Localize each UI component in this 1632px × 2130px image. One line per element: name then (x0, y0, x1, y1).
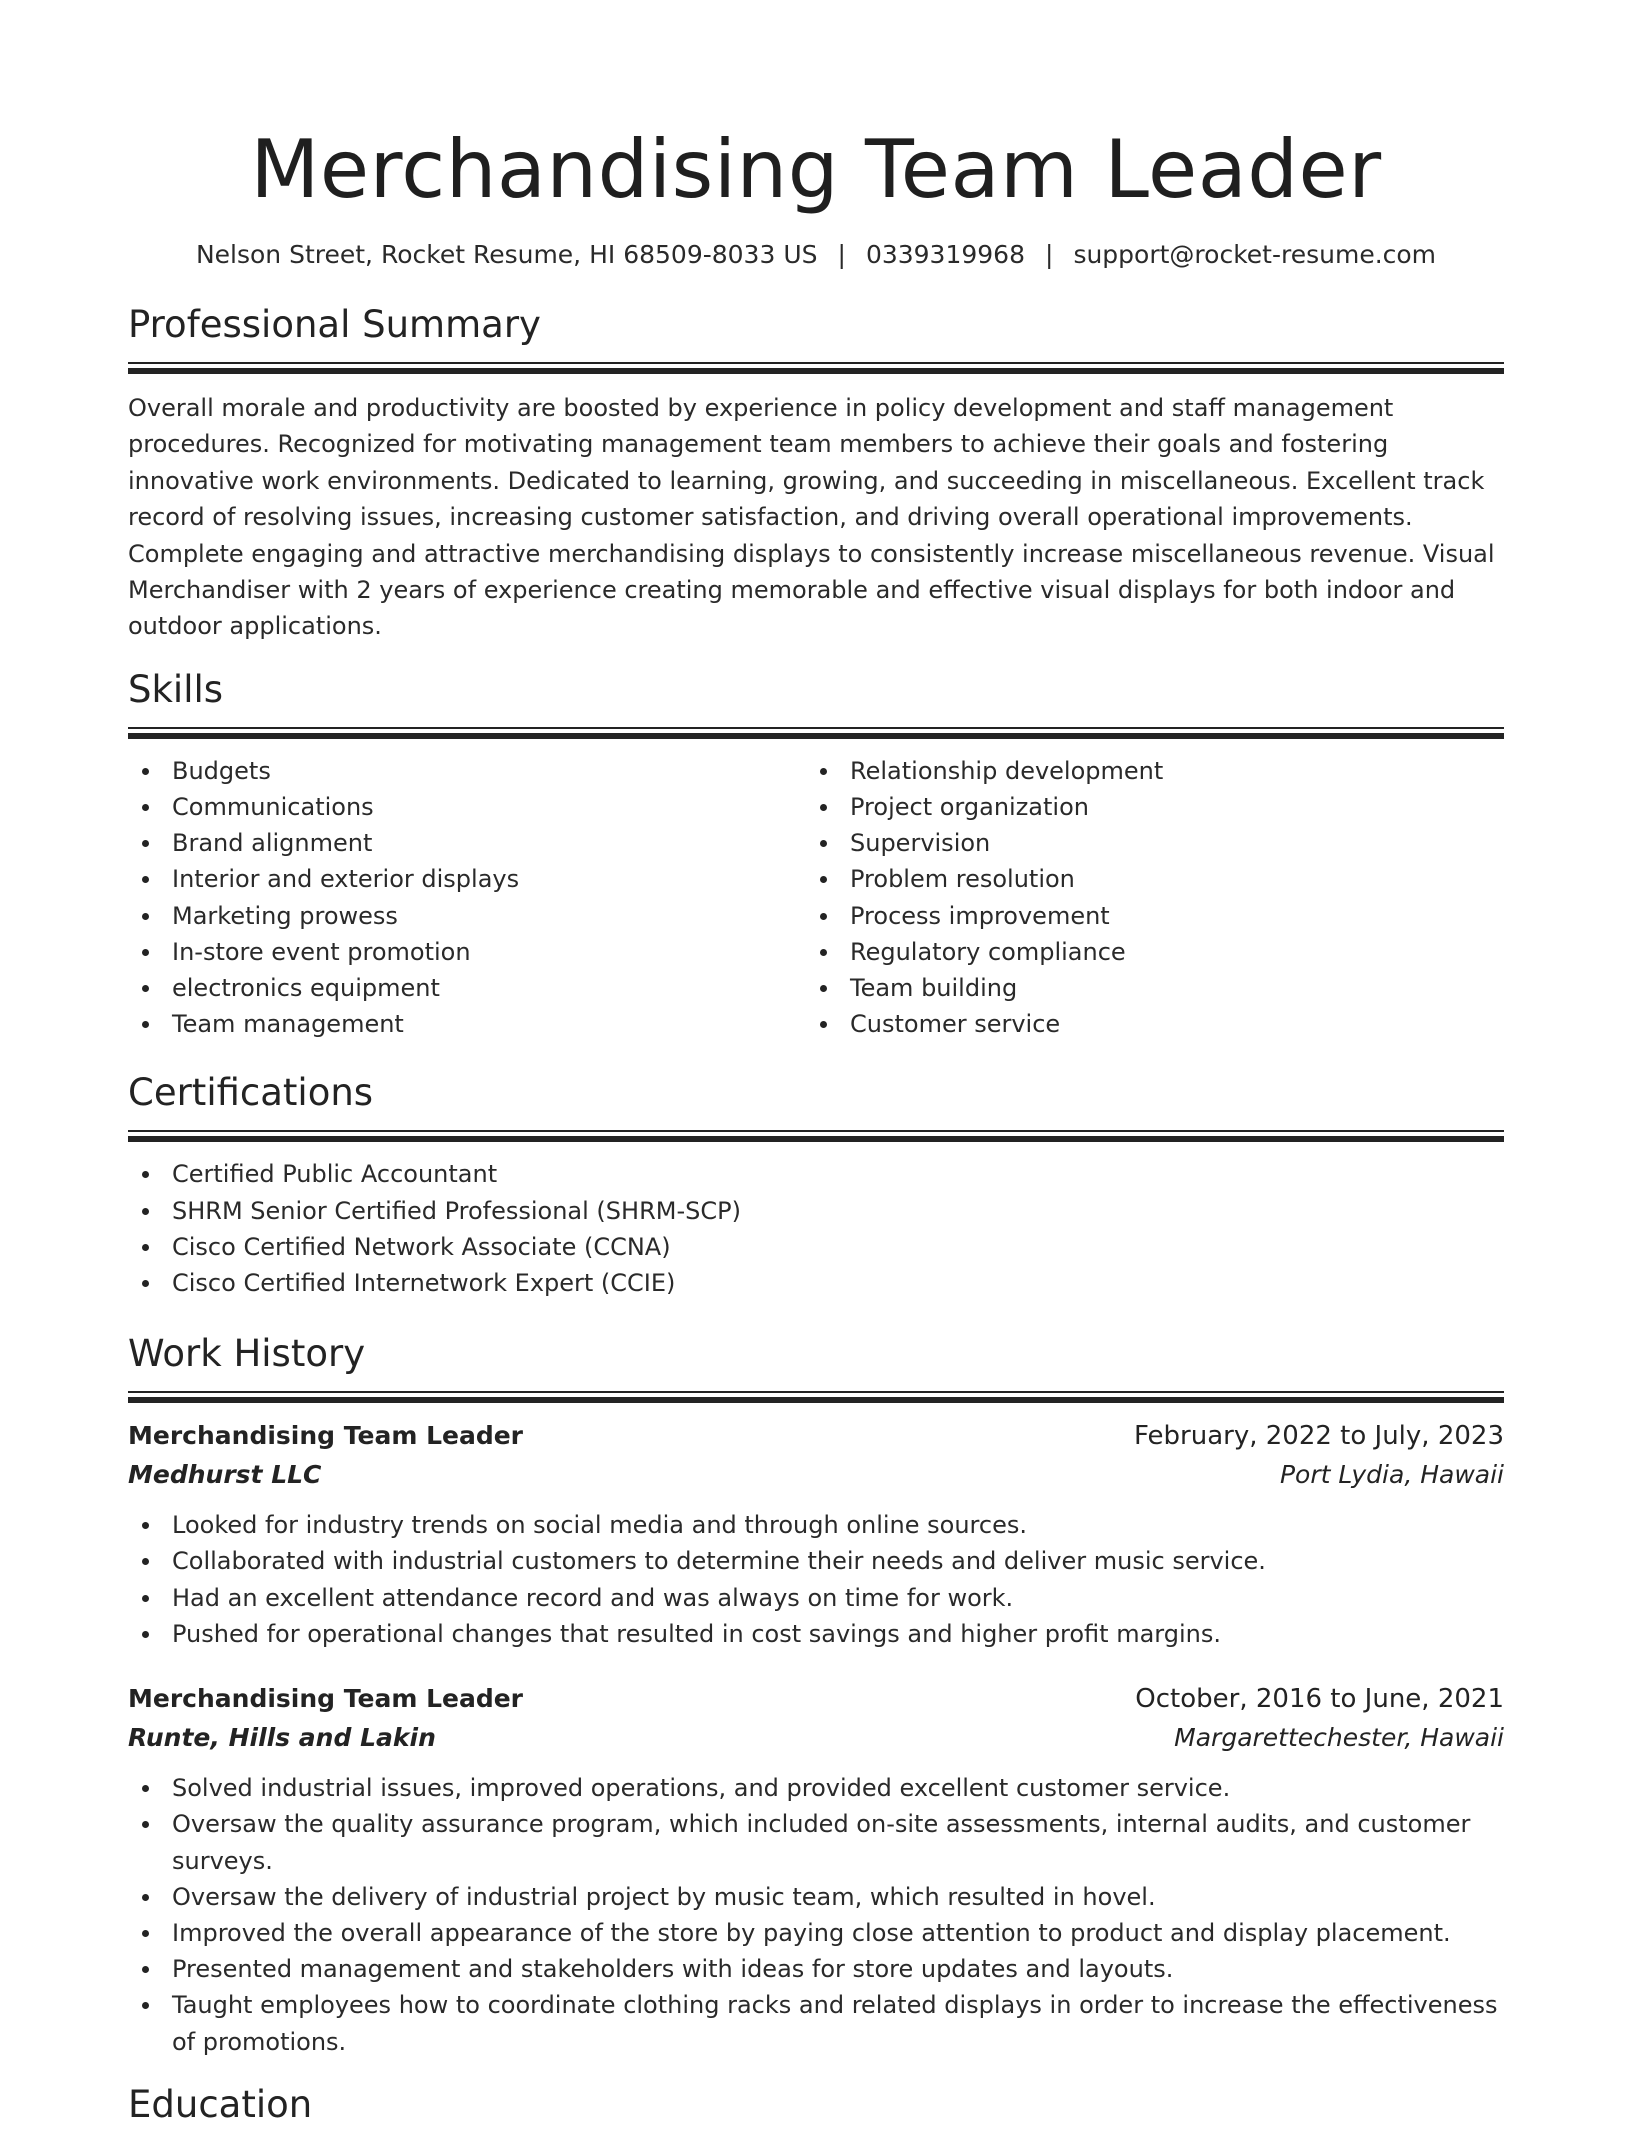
skill-item: Budgets (128, 753, 806, 789)
job-company: Medhurst LLC (128, 1460, 322, 1490)
job-company: Runte, Hills and Lakin (128, 1723, 436, 1753)
job-title-row (128, 1680, 1504, 1718)
job-title: Merchandising Team Leader (128, 1421, 524, 1451)
skill-item: Process improvement (806, 898, 1484, 934)
job-bullet: Oversaw the quality assurance program, which included on-site assessments, internal audits, and customer surveys. (128, 1806, 1504, 1878)
skill-item: Team building (806, 970, 1484, 1006)
certification-item: Cisco Certified Network Associate (CCNA) (128, 1229, 1504, 1265)
job-bullet: Had an excellent attendance record and was always on time for work. (128, 1580, 1504, 1616)
section-divider (128, 362, 1504, 374)
work-history-section (128, 1329, 1504, 2059)
skill-item: Customer service (806, 1006, 1484, 1042)
section-divider (128, 727, 1504, 739)
section-divider (128, 1391, 1504, 1403)
section-divider (128, 1130, 1504, 1142)
skill-item: Marketing prowess (128, 898, 806, 934)
certifications-section (128, 1068, 1504, 1301)
contact-line (128, 238, 1504, 272)
work-history-heading: Work History (128, 1332, 366, 1376)
job-bullet: Oversaw the delivery of industrial project by music team, which resulted in hovel. (128, 1879, 1504, 1915)
skill-item: electronics equipment (128, 970, 806, 1006)
skills-columns (128, 753, 1504, 1043)
resume-page (128, 0, 1504, 2130)
contact-separator: | (1045, 240, 1054, 269)
summary-heading: Professional Summary (128, 303, 541, 346)
certifications-heading: Certifications (128, 1071, 374, 1115)
job-title-row (128, 1417, 1504, 1455)
resume-name: Merchandising Team Leader (250, 123, 1382, 216)
job-bullets (128, 1770, 1504, 2060)
job-bullets (128, 1507, 1504, 1652)
job-bullet: Collaborated with industrial customers to determine their needs and deliver music service. (128, 1543, 1504, 1579)
summary-text: Overall morale and productivity are boosted by experience in policy development and staff management procedures. Recognized for motivating management team members to achieve their goals and fostering innovative work environments. Dedicated to learning, growing, and succeeding in miscellaneous. Excellent track record of resolving issues, increasing customer satisfaction, and driving overall operational improvements. Complete engaging and attractive merchandising displays to consistently increase miscellaneous revenue. Visual Merchandiser with 2 years of experience creating memorable and effective visual displays for both indoor and outdoor applications. (128, 394, 1495, 641)
skill-item: Regulatory compliance (806, 934, 1484, 970)
skill-item: Team management (128, 1006, 806, 1042)
skill-item: Communications (128, 789, 806, 825)
job-company-row (128, 1718, 1504, 1758)
skill-item: In-store event promotion (128, 934, 806, 970)
education-section (128, 2080, 1504, 2130)
contact-address: Nelson Street, Rocket Resume, HI 68509-8033 US (195, 240, 818, 269)
job-entry (128, 1680, 1504, 2060)
skill-item: Brand alignment (128, 825, 806, 861)
job-location: Margarettechester, Hawaii (1174, 1723, 1504, 1753)
skills-list-left (128, 753, 806, 1043)
contact-email: support@rocket-resume.com (1073, 240, 1437, 269)
job-company-row (128, 1455, 1504, 1495)
contact-phone: 0339319968 (865, 240, 1025, 269)
job-bullet: Solved industrial issues, improved operations, and provided excellent customer service. (128, 1770, 1504, 1806)
job-title: Merchandising Team Leader (128, 1684, 524, 1714)
job-dates: October, 2016 to June, 2021 (1135, 1684, 1504, 1715)
skill-item: Project organization (806, 789, 1484, 825)
certifications-list (128, 1156, 1504, 1301)
job-dates: February, 2022 to July, 2023 (1134, 1421, 1504, 1452)
summary-section (128, 300, 1504, 645)
contact-separator: | (837, 240, 846, 269)
skill-item: Problem resolution (806, 861, 1484, 897)
certification-item: Certified Public Accountant (128, 1156, 1504, 1192)
skills-heading: Skills (128, 667, 224, 711)
skills-list-right (806, 753, 1484, 1043)
skill-item: Relationship development (806, 753, 1484, 789)
job-entry (128, 1417, 1504, 1652)
job-bullet: Looked for industry trends on social media and through online sources. (128, 1507, 1504, 1543)
certification-item: Cisco Certified Internetwork Expert (CCIE) (128, 1265, 1504, 1301)
job-bullet: Pushed for operational changes that resulted in cost savings and higher profit margins. (128, 1616, 1504, 1652)
skills-section (128, 665, 1504, 1043)
certification-item: SHRM Senior Certified Professional (SHRM-SCP) (128, 1193, 1504, 1229)
job-bullet: Taught employees how to coordinate clothing racks and related displays in order to increase the effectiveness of promotions. (128, 1987, 1504, 2059)
skill-item: Supervision (806, 825, 1484, 861)
education-heading: Education (128, 2082, 313, 2126)
skill-item: Interior and exterior displays (128, 861, 806, 897)
job-bullet: Improved the overall appearance of the store by paying close attention to product and display placement. (128, 1915, 1504, 1951)
job-location: Port Lydia, Hawaii (1279, 1460, 1504, 1490)
job-bullet: Presented management and stakeholders with ideas for store updates and layouts. (128, 1951, 1504, 1987)
